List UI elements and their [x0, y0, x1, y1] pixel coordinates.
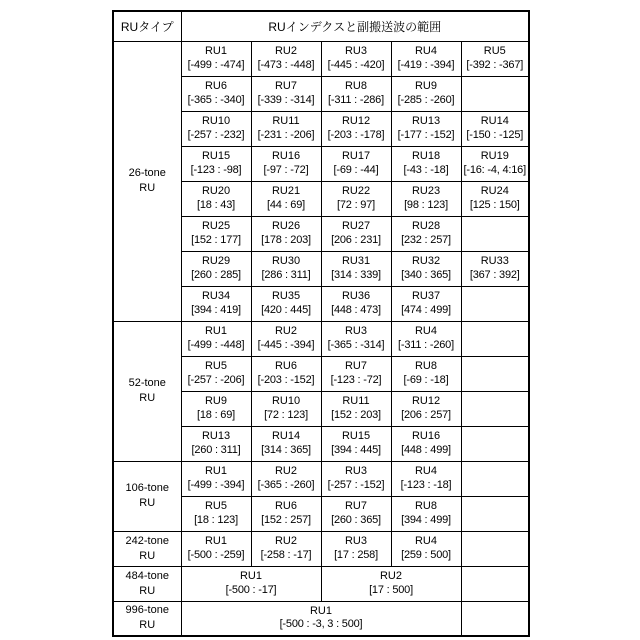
- ru-cell: [321, 216, 391, 251]
- subcarrier-range-label: [-16: -4, 4:16]: [463, 163, 526, 176]
- ru-index-label: RU14: [271, 429, 301, 442]
- empty-cell: [461, 426, 529, 461]
- ru-cell: [181, 461, 251, 496]
- subcarrier-range-label: [-499 : -474]: [187, 58, 245, 71]
- ru-index-label: RU34: [201, 289, 231, 302]
- ru-index-label: RU1: [204, 324, 227, 337]
- subcarrier-range-label: [-97 : -72]: [263, 163, 309, 176]
- subcarrier-range-label: [18 : 69]: [197, 408, 235, 421]
- ru-index-label: RU2: [274, 44, 297, 57]
- subcarrier-range-label: [125 : 150]: [469, 198, 520, 211]
- ru-index-label: RU24: [480, 184, 509, 197]
- ru-index-label: RU25: [201, 219, 231, 232]
- ru-index-label: RU1: [239, 569, 262, 582]
- ru-index-label: RU6: [274, 499, 297, 512]
- subcarrier-range-label: [152 : 177]: [191, 233, 241, 246]
- ru-index-label: RU27: [341, 219, 371, 232]
- ru-cell: [181, 391, 251, 426]
- subcarrier-range-label: [72 : 97]: [337, 198, 375, 211]
- ru-index-label: RU3: [344, 534, 367, 547]
- table-row: [113, 461, 529, 496]
- ru-index-label: RU7: [344, 359, 367, 372]
- ru-type-label: 106-tone RU: [113, 461, 181, 531]
- ru-index-label: RU4: [414, 324, 437, 337]
- ru-index-label: RU11: [342, 394, 370, 407]
- ru-index-label: RU4: [414, 464, 437, 477]
- ru-type-label: 242-tone RU: [113, 531, 181, 566]
- ru-cell: [251, 496, 321, 531]
- ru-cell: [391, 286, 461, 321]
- ru-index-label: RU20: [201, 184, 231, 197]
- ru-cell: [181, 496, 251, 531]
- subcarrier-range-label: [474 : 499]: [401, 303, 451, 316]
- ru-allocation-table: [112, 10, 530, 637]
- subcarrier-range-label: [-365 : -260]: [257, 478, 315, 491]
- ru-index-label: RU22: [341, 184, 371, 197]
- ru-index-label: RU10: [271, 394, 301, 407]
- ru-index-label: RU9: [414, 79, 437, 92]
- ru-index-label: RU9: [204, 394, 227, 407]
- ru-index-label: RU29: [201, 254, 231, 267]
- ru-index-label: RU7: [274, 79, 297, 92]
- empty-cell: [461, 76, 529, 111]
- subcarrier-range-label: [-500 : -17]: [225, 583, 277, 596]
- subcarrier-range-label: [-123 : -98]: [190, 163, 242, 176]
- table-row: [113, 601, 529, 636]
- ru-cell: [461, 41, 529, 76]
- ru-cell: [391, 321, 461, 356]
- subcarrier-range-label: [206 : 257]: [401, 408, 451, 421]
- ru-index-label: RU4: [414, 534, 437, 547]
- ru-index-label: RU23: [411, 184, 441, 197]
- ru-cell: [251, 356, 321, 391]
- subcarrier-range-label: [17 : 500]: [369, 583, 413, 596]
- ru-index-label: RU1: [309, 604, 332, 617]
- subcarrier-range-label: [18 : 43]: [197, 198, 235, 211]
- subcarrier-range-label: [367 : 392]: [469, 268, 520, 281]
- subcarrier-range-label: [394 : 419]: [191, 303, 241, 316]
- ru-cell: [181, 321, 251, 356]
- subcarrier-range-label: [98 : 123]: [404, 198, 448, 211]
- ru-cell: [391, 76, 461, 111]
- ru-cell: [391, 426, 461, 461]
- ru-type-label: 996-tone RU: [113, 601, 181, 636]
- ru-index-label: RU3: [344, 324, 367, 337]
- ru-cell: [251, 391, 321, 426]
- subcarrier-range-label: [-150 : -125]: [466, 128, 524, 141]
- ru-cell: [251, 426, 321, 461]
- subcarrier-range-label: [-123 : -18]: [400, 478, 452, 491]
- ru-index-label: RU30: [271, 254, 301, 267]
- subcarrier-range-label: [-123 : -72]: [330, 373, 382, 386]
- subcarrier-range-label: [260 : 285]: [191, 268, 241, 281]
- ru-cell: [251, 321, 321, 356]
- ru-index-label: RU2: [274, 324, 297, 337]
- empty-cell: [461, 321, 529, 356]
- ru-index-label: RU15: [201, 149, 231, 162]
- subcarrier-range-label: [394 : 445]: [331, 443, 381, 456]
- table-row: [113, 41, 529, 76]
- subcarrier-range-label: [-285 : -260]: [397, 93, 455, 106]
- ru-cell: [321, 496, 391, 531]
- ru-cell: [391, 461, 461, 496]
- empty-cell: [461, 286, 529, 321]
- ru-cell: [181, 601, 461, 636]
- ru-cell: [251, 76, 321, 111]
- ru-cell: [181, 111, 251, 146]
- ru-cell: [391, 41, 461, 76]
- ru-index-label: RU32: [411, 254, 441, 267]
- subcarrier-range-label: [-177 : -152]: [397, 128, 455, 141]
- subcarrier-range-label: [-473 : -448]: [257, 58, 315, 71]
- subcarrier-range-label: [-499 : -394]: [187, 478, 245, 491]
- ru-index-label: RU11: [272, 114, 300, 127]
- subcarrier-range-label: [178 : 203]: [261, 233, 311, 246]
- subcarrier-range-label: [448 : 473]: [331, 303, 381, 316]
- ru-index-label: RU18: [411, 149, 441, 162]
- subcarrier-range-label: [-419 : -394]: [397, 58, 455, 71]
- ru-cell: [181, 286, 251, 321]
- empty-cell: [461, 566, 529, 601]
- ru-cell: [321, 251, 391, 286]
- empty-cell: [461, 601, 529, 636]
- subcarrier-range-label: [152 : 203]: [331, 408, 381, 421]
- ru-cell: [391, 531, 461, 566]
- ru-cell: [251, 461, 321, 496]
- ru-cell: [391, 391, 461, 426]
- ru-cell: [321, 181, 391, 216]
- subcarrier-range-label: [17 : 258]: [334, 548, 378, 561]
- ru-cell: [321, 286, 391, 321]
- ru-index-label: RU5: [204, 499, 227, 512]
- ru-index-label: RU13: [411, 114, 441, 127]
- ru-cell: [391, 496, 461, 531]
- ru-index-label: RU1: [204, 464, 227, 477]
- table-header-row: [113, 11, 529, 41]
- subcarrier-range-label: [420 : 445]: [261, 303, 311, 316]
- subcarrier-range-label: [314 : 365]: [261, 443, 311, 456]
- ru-index-label: RU14: [480, 114, 509, 127]
- subcarrier-range-label: [44 : 69]: [267, 198, 305, 211]
- ru-cell: [461, 181, 529, 216]
- ru-index-label: RU15: [341, 429, 371, 442]
- subcarrier-range-label: [206 : 231]: [331, 233, 381, 246]
- ru-index-label: RU31: [341, 254, 371, 267]
- ru-cell: [251, 531, 321, 566]
- ru-index-label: RU28: [411, 219, 441, 232]
- subcarrier-range-label: [394 : 499]: [401, 513, 451, 526]
- ru-cell: [321, 41, 391, 76]
- subcarrier-range-label: [-257 : -232]: [187, 128, 245, 141]
- ru-index-label: RU36: [341, 289, 371, 302]
- ru-cell: [181, 41, 251, 76]
- empty-cell: [461, 496, 529, 531]
- subcarrier-range-label: [-311 : -286]: [328, 93, 384, 106]
- subcarrier-range-label: [-365 : -314]: [327, 338, 385, 351]
- subcarrier-range-label: [-499 : -448]: [187, 338, 245, 351]
- ru-cell: [391, 111, 461, 146]
- ru-index-label: RU35: [271, 289, 301, 302]
- ru-index-label: RU6: [274, 359, 297, 372]
- subcarrier-range-label: [-500 : -3, 3 : 500]: [279, 618, 363, 631]
- table-row: [113, 531, 529, 566]
- ru-index-label: RU6: [204, 79, 227, 92]
- ru-cell: [251, 181, 321, 216]
- subcarrier-range-label: [340 : 365]: [401, 268, 451, 281]
- subcarrier-range-label: [-445 : -394]: [257, 338, 315, 351]
- ru-index-label: RU1: [204, 44, 227, 57]
- ru-index-label: RU10: [201, 114, 231, 127]
- subcarrier-range-label: [-500 : -259]: [187, 548, 245, 561]
- subcarrier-range-label: [-339 : -314]: [257, 93, 315, 106]
- ru-type-label: 26-tone RU: [113, 41, 181, 321]
- empty-cell: [461, 531, 529, 566]
- ru-index-label: RU17: [341, 149, 371, 162]
- ru-index-label: RU16: [411, 429, 441, 442]
- ru-cell: [321, 76, 391, 111]
- ru-index-label: RU8: [414, 499, 437, 512]
- ru-cell: [321, 111, 391, 146]
- ru-index-label: RU33: [480, 254, 509, 267]
- ru-cell: [321, 321, 391, 356]
- ru-cell: [251, 111, 321, 146]
- ru-index-label: RU8: [344, 79, 367, 92]
- ru-table-body: [113, 11, 529, 636]
- empty-cell: [461, 391, 529, 426]
- ru-cell: [181, 426, 251, 461]
- ru-index-label: RU12: [411, 394, 441, 407]
- subcarrier-range-label: [314 : 339]: [331, 268, 381, 281]
- ru-type-label: 484-tone RU: [113, 566, 181, 601]
- ru-cell: [391, 356, 461, 391]
- ru-index-label: RU12: [341, 114, 371, 127]
- subcarrier-range-label: [-203 : -152]: [257, 373, 315, 386]
- ru-cell: [461, 251, 529, 286]
- ru-index-label: RU16: [271, 149, 301, 162]
- table-row: [113, 566, 529, 601]
- ru-type-label: 52-tone RU: [113, 321, 181, 461]
- subcarrier-range-label: [-392 : -367]: [466, 58, 524, 71]
- subcarrier-range-label: [260 : 311]: [191, 443, 241, 456]
- ru-cell: [181, 216, 251, 251]
- subcarrier-range-label: [72 : 123]: [264, 408, 308, 421]
- subcarrier-range-label: [286 : 311]: [261, 268, 311, 281]
- subcarrier-range-label: [232 : 257]: [401, 233, 451, 246]
- ru-index-label: RU5: [204, 359, 227, 372]
- ru-cell: [461, 146, 529, 181]
- subcarrier-range-label: [-231 : -206]: [257, 128, 315, 141]
- ru-type-header-cell: RUタイプ: [113, 11, 181, 41]
- empty-cell: [461, 461, 529, 496]
- ru-index-label: RU37: [411, 289, 441, 302]
- ru-index-label: RU21: [271, 184, 301, 197]
- ru-cell: [321, 356, 391, 391]
- ru-cell: [251, 41, 321, 76]
- empty-cell: [461, 356, 529, 391]
- subcarrier-range-label: [-258 : -17]: [260, 548, 312, 561]
- subcarrier-range-label: [-43 : -18]: [403, 163, 449, 176]
- ru-cell: [321, 461, 391, 496]
- ru-index-label: RU3: [344, 464, 367, 477]
- subcarrier-range-label: [-445 : -420]: [327, 58, 385, 71]
- ru-cell: [321, 146, 391, 181]
- ru-index-label: RU2: [379, 569, 402, 582]
- ru-cell: [181, 251, 251, 286]
- ru-index-range-header-cell: RUインデクスと副搬送波の範囲: [181, 11, 529, 41]
- empty-cell: [461, 216, 529, 251]
- ru-cell: [251, 146, 321, 181]
- ru-cell: [181, 76, 251, 111]
- subcarrier-range-label: [259 : 500]: [401, 548, 451, 561]
- ru-cell: [251, 286, 321, 321]
- ru-cell: [391, 146, 461, 181]
- subcarrier-range-label: [-311 : -260]: [398, 338, 454, 351]
- ru-cell: [181, 531, 251, 566]
- subcarrier-range-label: [448 : 499]: [401, 443, 451, 456]
- subcarrier-range-label: [-69 : -18]: [403, 373, 449, 386]
- ru-cell: [461, 111, 529, 146]
- subcarrier-range-label: [152 : 257]: [261, 513, 311, 526]
- subcarrier-range-label: [-257 : -206]: [187, 373, 245, 386]
- ru-index-label: RU5: [483, 44, 506, 57]
- ru-index-label: RU2: [274, 464, 297, 477]
- ru-cell: [391, 216, 461, 251]
- ru-cell: [181, 356, 251, 391]
- subcarrier-range-label: [-203 : -178]: [327, 128, 385, 141]
- ru-index-label: RU3: [344, 44, 367, 57]
- ru-cell: [391, 181, 461, 216]
- ru-index-label: RU1: [204, 534, 227, 547]
- ru-cell: [251, 251, 321, 286]
- ru-cell: [181, 566, 321, 601]
- ru-cell: [391, 251, 461, 286]
- ru-index-label: RU13: [201, 429, 231, 442]
- ru-cell: [321, 531, 391, 566]
- ru-index-label: RU8: [414, 359, 437, 372]
- subcarrier-range-label: [-365 : -340]: [187, 93, 245, 106]
- ru-index-label: RU7: [344, 499, 367, 512]
- subcarrier-range-label: [18 : 123]: [194, 513, 238, 526]
- subcarrier-range-label: [-69 : -44]: [333, 163, 379, 176]
- ru-cell: [321, 426, 391, 461]
- ru-cell: [181, 181, 251, 216]
- subcarrier-range-label: [-257 : -152]: [327, 478, 385, 491]
- ru-index-label: RU2: [274, 534, 297, 547]
- table-row: [113, 321, 529, 356]
- subcarrier-range-label: [260 : 365]: [331, 513, 381, 526]
- ru-index-label: RU19: [480, 149, 509, 162]
- ru-cell: [321, 391, 391, 426]
- ru-cell: [251, 216, 321, 251]
- ru-cell: [181, 146, 251, 181]
- ru-index-label: RU4: [414, 44, 437, 57]
- ru-index-label: RU26: [271, 219, 301, 232]
- ru-cell: [321, 566, 461, 601]
